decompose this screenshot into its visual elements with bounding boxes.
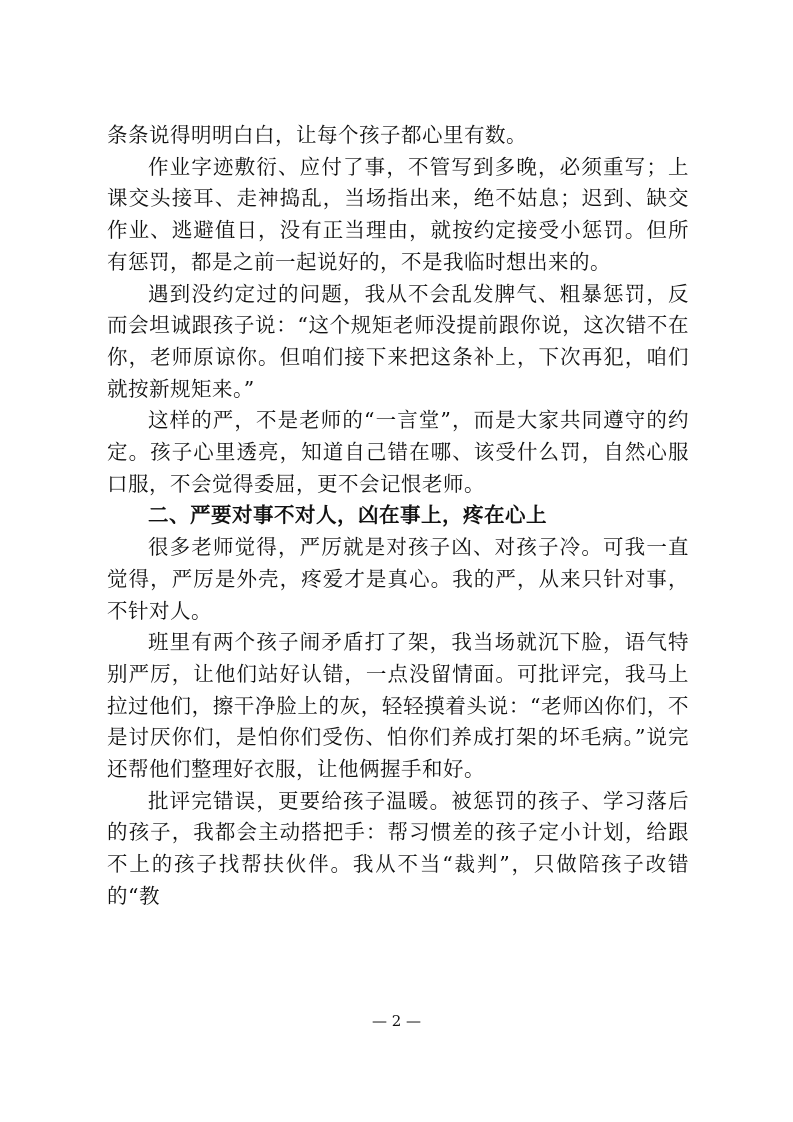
paragraph-continuation: 条条说得明明白白，让每个孩子都心里有数。 (107, 123, 527, 147)
section-heading: 二、严要对事不对人，凶在事上，疼在心上 (148, 503, 547, 528)
paragraph-homework-rules: 作业字迹敷衍、应付了事，不管写到多晚，必须重写；上课交头接耳、走神捣乱，当场指出来，绝不姑息；迟到、缺交作业、逃避值日，没有正当理由，就按约定接受小惩罚。但所有惩罚，都是之前一起说好的，不是我临时想出来的。 (107, 154, 689, 274)
paragraph-warmth-after-criticism: 批评完错误，更要给孩子温暖。被惩罚的孩子、学习落后的孩子，我都会主动搭把手：帮习惯差的孩子定小计划，给跟不上的孩子找帮扶伙伴。我从不当“裁判”，只做陪孩子改错的“教 (107, 788, 689, 908)
paragraph-fight-story: 班里有两个孩子闹矛盾打了架，我当场就沉下脸，语气特别严厉，让他们站好认错，一点没留情面。可批评完，我马上拉过他们，擦干净脸上的灰，轻轻摸着头说：“老师凶你们，不是讨厌你们，是怕你们受伤、怕你们养成打架的坏毛病。”说完还帮他们整理好衣服，让他俩握手和好。 (107, 630, 689, 782)
paragraph-unagreed-problems: 遇到没约定过的问题，我从不会乱发脾气、粗暴惩罚，反而会坦诚跟孩子说：“这个规矩老师没提前跟你说，这次错不在你，老师原谅你。但咱们接下来把这条补上，下次再犯，咱们就按新规矩来。” (107, 281, 689, 401)
page-number: — 2 — (371, 1012, 422, 1030)
document-body (107, 120, 689, 913)
paragraph-strict-shell: 很多老师觉得，严厉就是对孩子凶、对孩子冷。可我一直觉得，严厉是外壳，疼爱才是真心。我的严，从来只针对事，不针对人。 (107, 535, 689, 623)
paragraph-shared-agreement: 这样的严，不是老师的“一言堂”，而是大家共同遵守的约定。孩子心里透亮，知道自己错在哪、该受什么罚，自然心服口服，不会觉得委屈，更不会记恨老师。 (107, 408, 689, 496)
